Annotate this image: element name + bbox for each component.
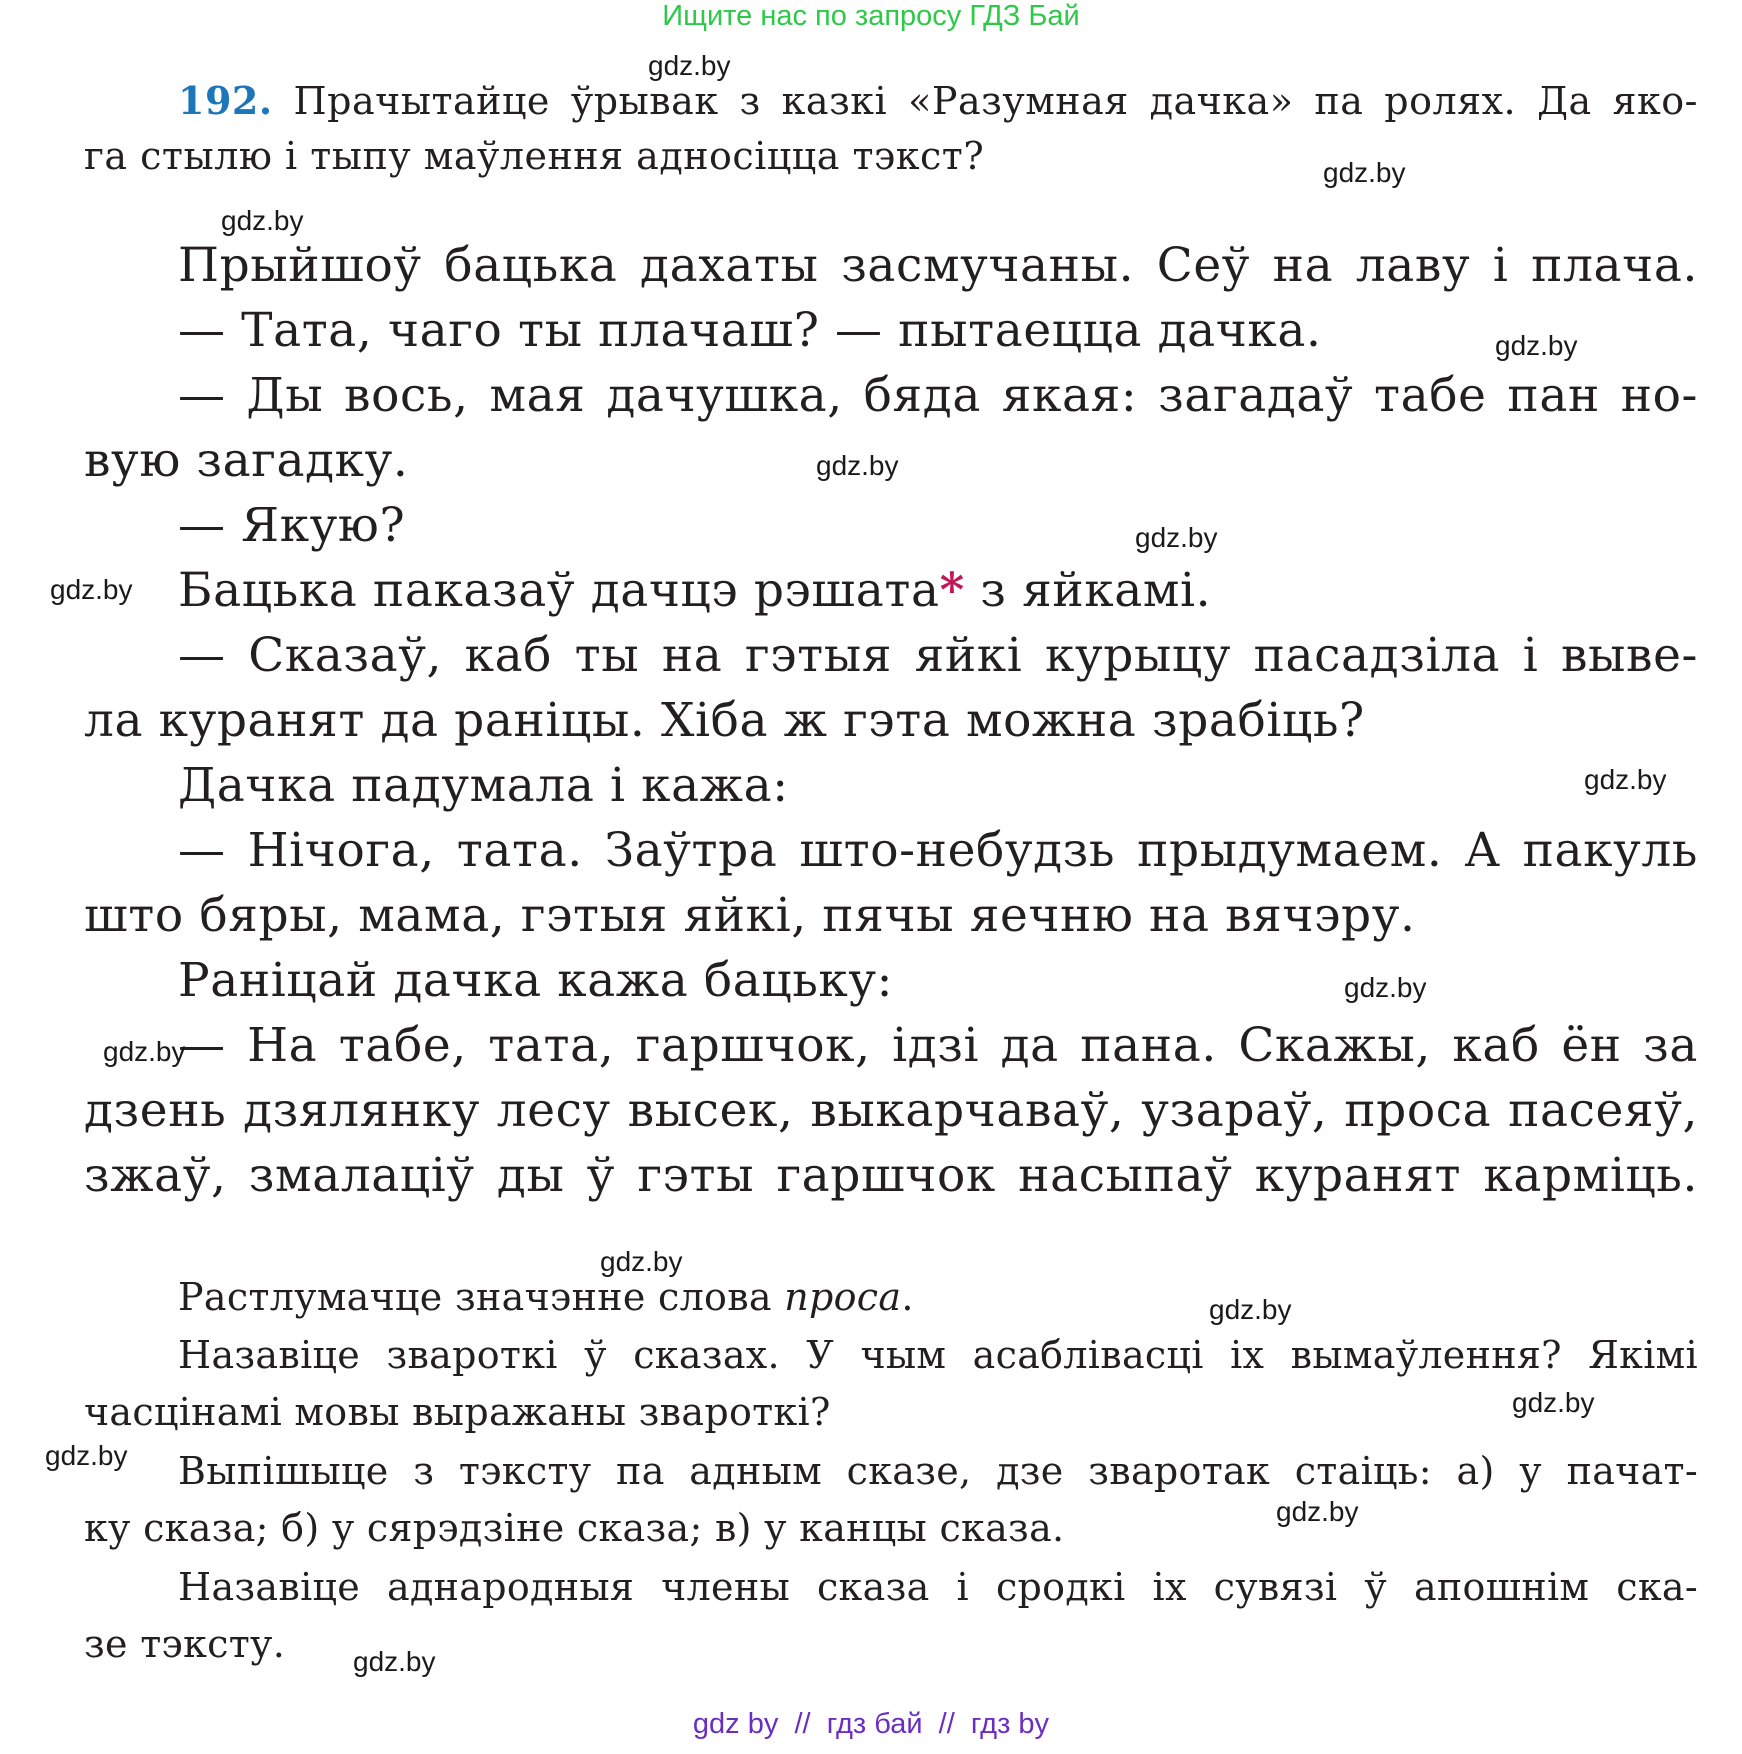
question-2-line-2: часцінамі мовы выражаны звароткі? xyxy=(84,1390,831,1434)
story-line: — Якую? xyxy=(178,498,406,553)
task-line-2: га стылю і тыпу маўлення адносіцца тэкст? xyxy=(84,134,985,178)
watermark: gdz.by xyxy=(816,450,899,481)
story-line: — На табе, тата, гаршчок, ідзі да пана. Скажы, каб ён за xyxy=(178,1018,1698,1073)
top-banner: Ищите нас по запросу ГДЗ Бай xyxy=(662,0,1080,32)
task-line-1 xyxy=(178,78,1698,123)
story-line: што бяры, мама, гэтыя яйкі, пячы яечню на вячэру. xyxy=(84,888,1416,943)
question-2-line-1: Назавіце звароткі ў сказах. У чым асаблівасці іх вымаўлення? Якімі xyxy=(178,1333,1698,1377)
watermark: gdz.by xyxy=(1135,522,1218,553)
watermark: gdz.by xyxy=(648,50,731,81)
watermark: gdz.by xyxy=(353,1646,436,1677)
question-4-line-1: Назавіце аднародныя члены сказа і сродкі іх сувязі ў апошнім ска- xyxy=(178,1565,1698,1609)
watermark: gdz.by xyxy=(1323,157,1406,188)
watermark: gdz.by xyxy=(1209,1294,1292,1325)
story-line: — Ды вось, мая дачушка, бяда якая: загадаў табе пан но- xyxy=(178,368,1698,423)
story-line: — Сказаў, каб ты на гэтыя яйкі курыцу пасадзіла і выве- xyxy=(178,628,1698,683)
task-text-1: Прачытайце ўрывак з казкі «Разумная дачка» па ролях. Да яко- xyxy=(293,79,1698,123)
story-line: — Тата, чаго ты плачаш? — пытаецца дачка. xyxy=(178,303,1322,358)
footer-links: gdz by // гдз бай // гдз by xyxy=(692,1708,1050,1740)
story-line: Дачка падумала і кажа: xyxy=(178,758,789,813)
story-line: дзень дзялянку лесу высек, выкарчаваў, узараў, проса пасеяў, xyxy=(84,1083,1698,1138)
task-number: 192. xyxy=(178,78,273,123)
watermark: gdz.by xyxy=(50,574,133,605)
watermark: gdz.by xyxy=(1512,1387,1595,1418)
watermark: gdz.by xyxy=(45,1440,128,1471)
story-line: — Нічога, тата. Заўтра што-небудзь прыдумаем. А пакуль xyxy=(178,823,1698,878)
watermark: gdz.by xyxy=(221,205,304,236)
story-line: вую загадку. xyxy=(84,433,409,488)
watermark: gdz.by xyxy=(600,1246,683,1277)
watermark: gdz.by xyxy=(1584,764,1667,795)
footnote-asterisk: * xyxy=(939,563,965,618)
story-text: Бацька паказаў дачцэ рэшата xyxy=(178,563,940,618)
story-text: з яйкамі. xyxy=(964,563,1212,618)
watermark: gdz.by xyxy=(1344,972,1427,1003)
question-1: Растлумачце значэнне слова проса. xyxy=(178,1275,914,1319)
watermark: gdz.by xyxy=(1276,1496,1359,1527)
question-3-line-1: Выпішыце з тэксту па адным сказе, дзе зваротак стаіць: а) у пачат- xyxy=(178,1449,1698,1493)
story-line: Раніцай дачка кажа бацьку: xyxy=(178,953,894,1008)
term-proso: проса xyxy=(784,1275,902,1319)
story-line-footnote xyxy=(178,563,1211,618)
question-3-line-2: ку сказа; б) у сярэдзіне сказа; в) у канцы сказа. xyxy=(84,1506,1065,1550)
story-line: зжаў, змалаціў ды ў гэты гаршчок насыпаў куранят карміць. xyxy=(84,1148,1698,1203)
question-4-line-2: зе тэксту. xyxy=(84,1622,286,1666)
watermark: gdz.by xyxy=(103,1036,186,1067)
story-line: ла куранят да раніцы. Хіба ж гэта можна зрабіць? xyxy=(84,693,1365,748)
story-line: Прыйшоў бацька дахаты засмучаны. Сеў на лаву і плача. xyxy=(178,238,1698,293)
watermark: gdz.by xyxy=(1495,330,1578,361)
